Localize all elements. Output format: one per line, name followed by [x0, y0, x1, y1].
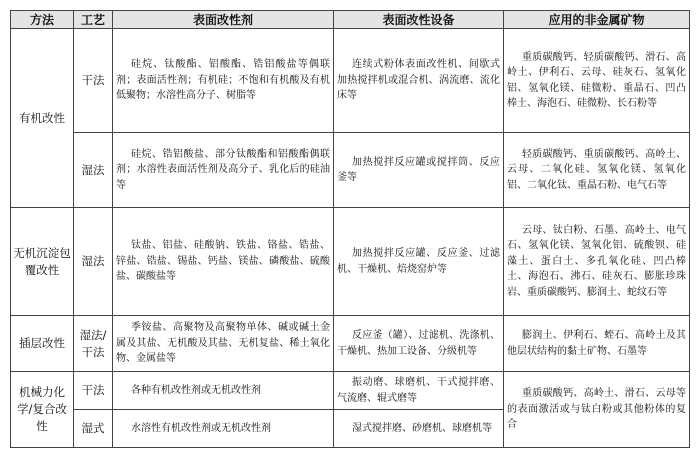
method-cell: 插层改性	[11, 316, 74, 372]
equipment-cell: 湿式搅拌磨、砂磨机、球磨机等	[334, 410, 504, 448]
header-row	[11, 11, 690, 29]
process-cell: 干法	[74, 29, 113, 133]
equipment-cell: 连续式粉体表面改性机、间歇式加热搅拌机或混合机、涡流磨、流化床等	[334, 29, 504, 133]
minerals-cell: 云母、钛白粉、石墨、高岭土、电气石、氢氧化镁、氢氧化铝、硫酸钡、硅藻土、蛋白土、多孔氧化硅、凹凸棒土、海泡石、沸石、硅灰石、膨胀珍珠岩、重质碳酸钙、膨润土、蛇纹石等	[504, 208, 690, 316]
header-equipment: 表面改性设备	[334, 11, 504, 29]
modifier-cell: 水溶性有机改性剂或无机改性剂	[113, 410, 334, 448]
modification-table	[10, 10, 690, 448]
process-cell: 湿式	[74, 410, 113, 448]
header-method: 方法	[11, 11, 74, 29]
process-cell: 湿法	[74, 133, 113, 208]
table-row	[11, 316, 690, 372]
process-cell: 湿法	[74, 208, 113, 316]
minerals-cell: 轻质碳酸钙、重质碳酸钙、高岭土、云母、二氧化硅、氢氧化镁、氢氧化铝、二氧化钛、重晶石粉、电气石等	[504, 133, 690, 208]
process-cell: 干法	[74, 372, 113, 410]
table-row	[11, 29, 690, 133]
table-row	[11, 133, 690, 208]
minerals-cell: 膨润土、伊利石、蛭石、高岭土及其他层状结构的黏土矿物、石墨等	[504, 316, 690, 372]
equipment-cell: 加热搅拌反应罐或搅拌筒、反应釜等	[334, 133, 504, 208]
method-cell: 无机沉淀包覆改性	[11, 208, 74, 316]
table-row	[11, 372, 690, 410]
method-cell: 机械力化学/复合改性	[11, 372, 74, 448]
equipment-cell: 反应釜（罐）、过滤机、洗涤机、干燥机、热加工设备、分级机等	[334, 316, 504, 372]
header-modifier: 表面改性剂	[113, 11, 334, 29]
header-process: 工艺	[74, 11, 113, 29]
method-cell: 有机改性	[11, 29, 74, 208]
table-row	[11, 208, 690, 316]
equipment-cell: 振动磨、球磨机、干式搅拌磨、气流磨、辊式磨等	[334, 372, 504, 410]
modifier-cell: 钛盐、铝盐、硅酸钠、铁盐、铬盐、锆盐、锌盐、锆盐、锡盐、钙盐、镁盐、磷酸盐、硫酸盐、碳酸盐等	[113, 208, 334, 316]
modifier-cell: 各种有机改性剂或无机改性剂	[113, 372, 334, 410]
modifier-cell: 季铵盐、高聚物及高聚物单体、碱或碱土金属及其盐、无机酸及其盐、无机复盐、稀土氧化物、金属盐等	[113, 316, 334, 372]
minerals-cell: 重质碳酸钙、高岭土、滑石、云母等的表面激活或与钛白粉或其他粉体的复合	[504, 372, 690, 448]
modifier-cell: 硅烷、钛酸酯、铝酸酯、锆铝酸盐等偶联剂；表面活性剂；有机硅；不饱和有机酸及有机低聚物；水溶性高分子、树脂等	[113, 29, 334, 133]
minerals-cell: 重质碳酸钙、轻质碳酸钙、滑石、高岭土、伊利石、云母、硅灰石、氢氧化铝、氢氧化镁、硅微粉、重晶石、凹凸棒土、海泡石、硅微粉、长石粉等	[504, 29, 690, 133]
process-cell: 湿法/ 干法	[74, 316, 113, 372]
equipment-cell: 加热搅拌反应罐、反应釜、过滤机、干燥机、焙烧窑炉等	[334, 208, 504, 316]
header-minerals: 应用的非金属矿物	[504, 11, 690, 29]
modifier-cell: 硅烷、锆铝酸盐、部分钛酸酯和铝酸酯偶联剂；水溶性表面活性剂及高分子、乳化后的硅油等	[113, 133, 334, 208]
